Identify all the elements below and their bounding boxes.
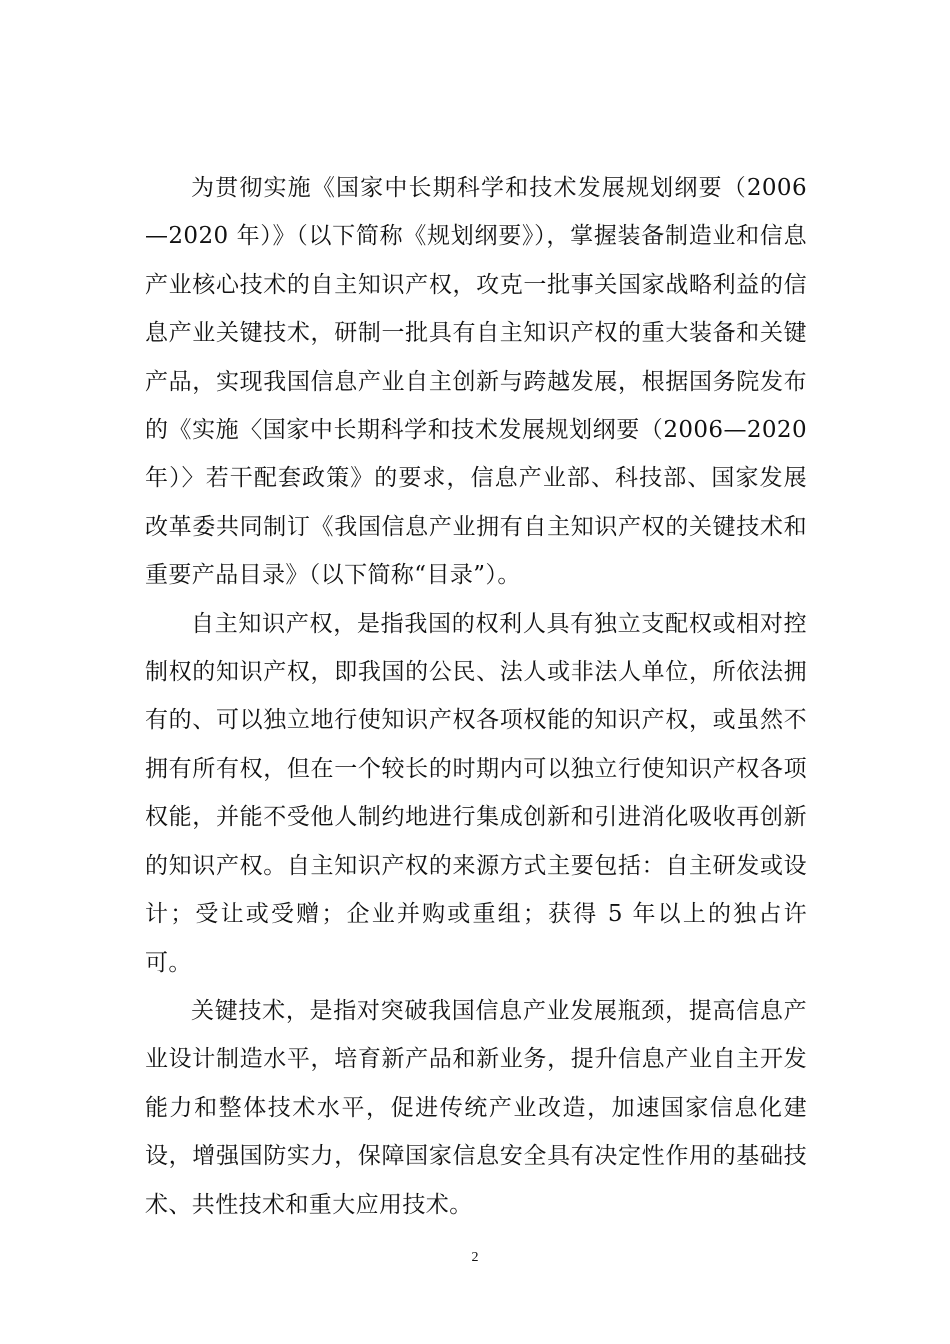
- document-body: [145, 164, 807, 1229]
- paragraph-key-technology-definition: 关键技术，是指对突破我国信息产业发展瓶颈，提高信息产业设计制造水平，培育新产品和新业务，提升信息产业自主开发能力和整体技术水平，促进传统产业改造，加速国家信息化建设，增强国防实力，保障国家信息安全具有决定性作用的基础技术、共性技术和重大应用技术。: [145, 997, 807, 1218]
- paragraph-ip-definition: 自主知识产权，是指我国的权利人具有独立支配权或相对控制权的知识产权，即我国的公民、法人或非法人单位，所依法拥有的、可以独立地行使知识产权各项权能的知识产权，或虽然不拥有所有权，但在一个较长的时期内可以独立行使知识产权各项权能，并能不受他人制约地进行集成创新和引进消化吸收再创新的知识产权。自主知识产权的来源方式主要包括：自主研发或设计；受让或受赠；企业并购或重组；获得 5 年以上的独占许可。: [145, 610, 807, 976]
- page-number: 2: [471, 1250, 479, 1265]
- paragraph-purpose: 为贯彻实施《国家中长期科学和技术发展规划纲要（2006—2020 年）》（以下简称《规划纲要》），掌握装备制造业和信息产业核心技术的自主知识产权，攻克一批事关国家战略利益的信息产业关键技术，研制一批具有自主知识产权的重大装备和关键产品，实现我国信息产业自主创新与跨越发展，根据国务院发布的《实施〈国家中长期科学和技术发展规划纲要（2006—2020 年）〉若干配套政策》的要求，信息产业部、科技部、国家发展改革委共同制订《我国信息产业拥有自主知识产权的关键技术和重要产品目录》（以下简称“目录”）。: [145, 175, 807, 589]
